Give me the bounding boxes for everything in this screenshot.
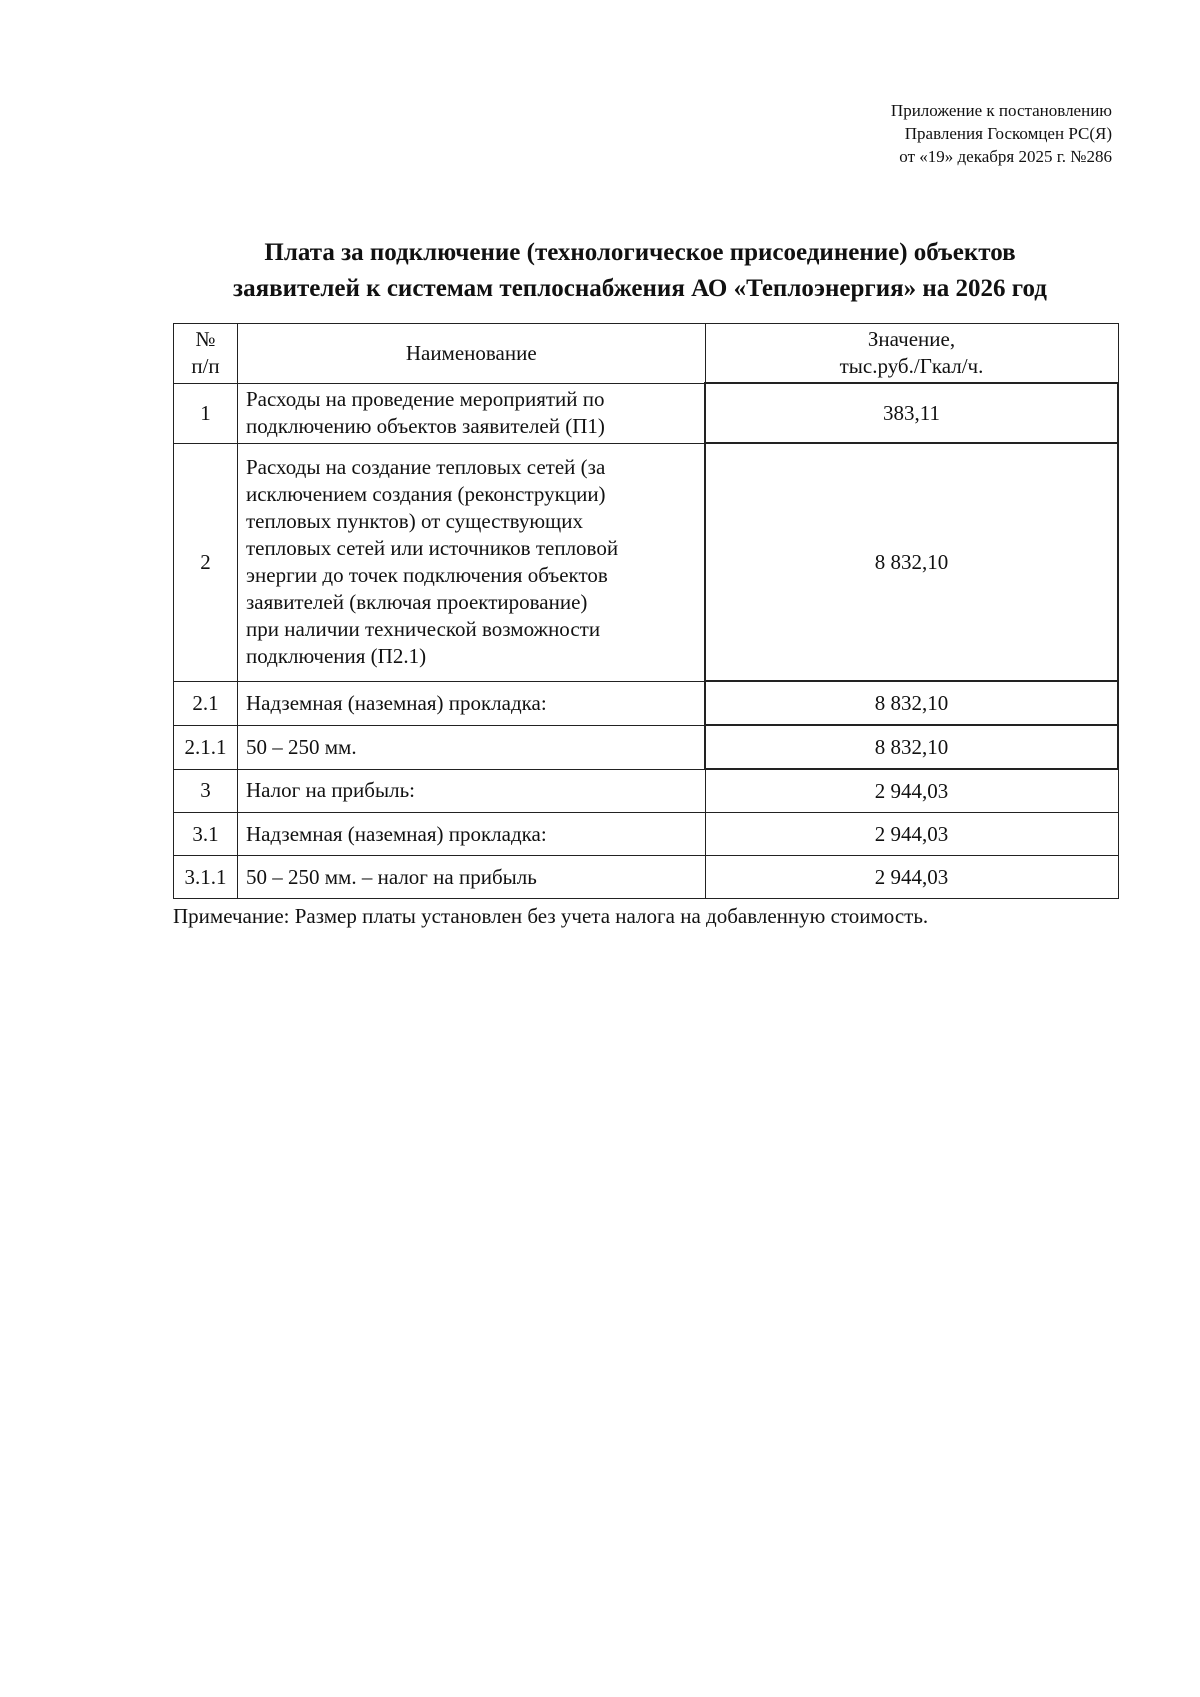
header-num-cell [174,324,238,384]
appendix-line-1: Приложение к постановлению [890,101,1112,120]
row-name-line: подключению объектов заявителей (П1) [246,414,605,438]
table-header-row [174,324,1119,384]
table-row [174,813,1119,856]
header-value-line-1: Значение, [867,327,956,351]
appendix-line-3: от «19» декабря 2025 г. №286 [899,147,1112,166]
row-value: 8 832,10 [705,725,1118,769]
table-row [174,443,1119,681]
row-value: 2 944,03 [705,856,1118,899]
header-num-line-1: № [195,327,216,352]
row-num: 3.1 [174,813,238,856]
header-name: Наименование [405,340,537,365]
row-num: 2.1 [174,681,238,725]
row-name [238,443,706,681]
row-value: 8 832,10 [705,681,1118,725]
row-name-line: энергии до точек подключения объектов [246,563,608,587]
row-name [238,383,706,443]
row-value: 383,11 [705,383,1118,443]
row-name-line: Расходы на проведение мероприятий по [246,387,605,411]
tariff-table [173,323,1119,899]
row-value: 2 944,03 [705,813,1118,856]
header-num-line-2: п/п [191,354,220,379]
row-name: Надземная (наземная) прокладка: [238,813,706,856]
title-line-1: Плата за подключение (технологическое присоединение) объектов [264,239,1016,266]
row-num: 2 [174,443,238,681]
row-name: 50 – 250 мм. – налог на прибыль [238,856,706,899]
row-name-line: подключения (П2.1) [246,644,427,668]
row-num: 3.1.1 [174,856,238,899]
appendix-reference [592,99,1112,168]
header-value-cell [705,324,1118,384]
row-num: 2.1.1 [174,725,238,769]
appendix-line-2: Правления Госкомцен РС(Я) [904,124,1112,143]
row-name-line: исключением создания (реконструкции) [246,482,606,506]
row-num: 3 [174,769,238,813]
row-value: 8 832,10 [705,443,1118,681]
table-row [174,856,1119,899]
row-name-line: тепловых сетей или источников тепловой [246,536,619,560]
row-name-line: при наличии технической возможности [246,617,601,641]
row-num: 1 [174,383,238,443]
row-name-line: заявителей (включая проектирование) [246,590,588,614]
row-name: Налог на прибыль: [238,769,706,813]
row-name: Надземная (наземная) прокладка: [238,681,706,725]
header-value-line-2: тыс.руб./Гкал/ч. [839,354,984,378]
table-row [174,383,1119,443]
table-row [174,725,1119,769]
title-line-2: заявителей к системам теплоснабжения АО «Теплоэнергия» на 2026 год [233,275,1047,302]
table-row [174,769,1119,813]
document-title [170,235,1110,307]
row-name-line: тепловых пунктов) от существующих [246,509,583,533]
row-name: 50 – 250 мм. [238,725,706,769]
header-name-cell [238,324,706,384]
row-name-line: Расходы на создание тепловых сетей (за [246,455,606,479]
footnote: Примечание: Размер платы установлен без учета налога на добавленную стоимость. [173,904,929,928]
table-row [174,681,1119,725]
row-value: 2 944,03 [705,769,1118,813]
